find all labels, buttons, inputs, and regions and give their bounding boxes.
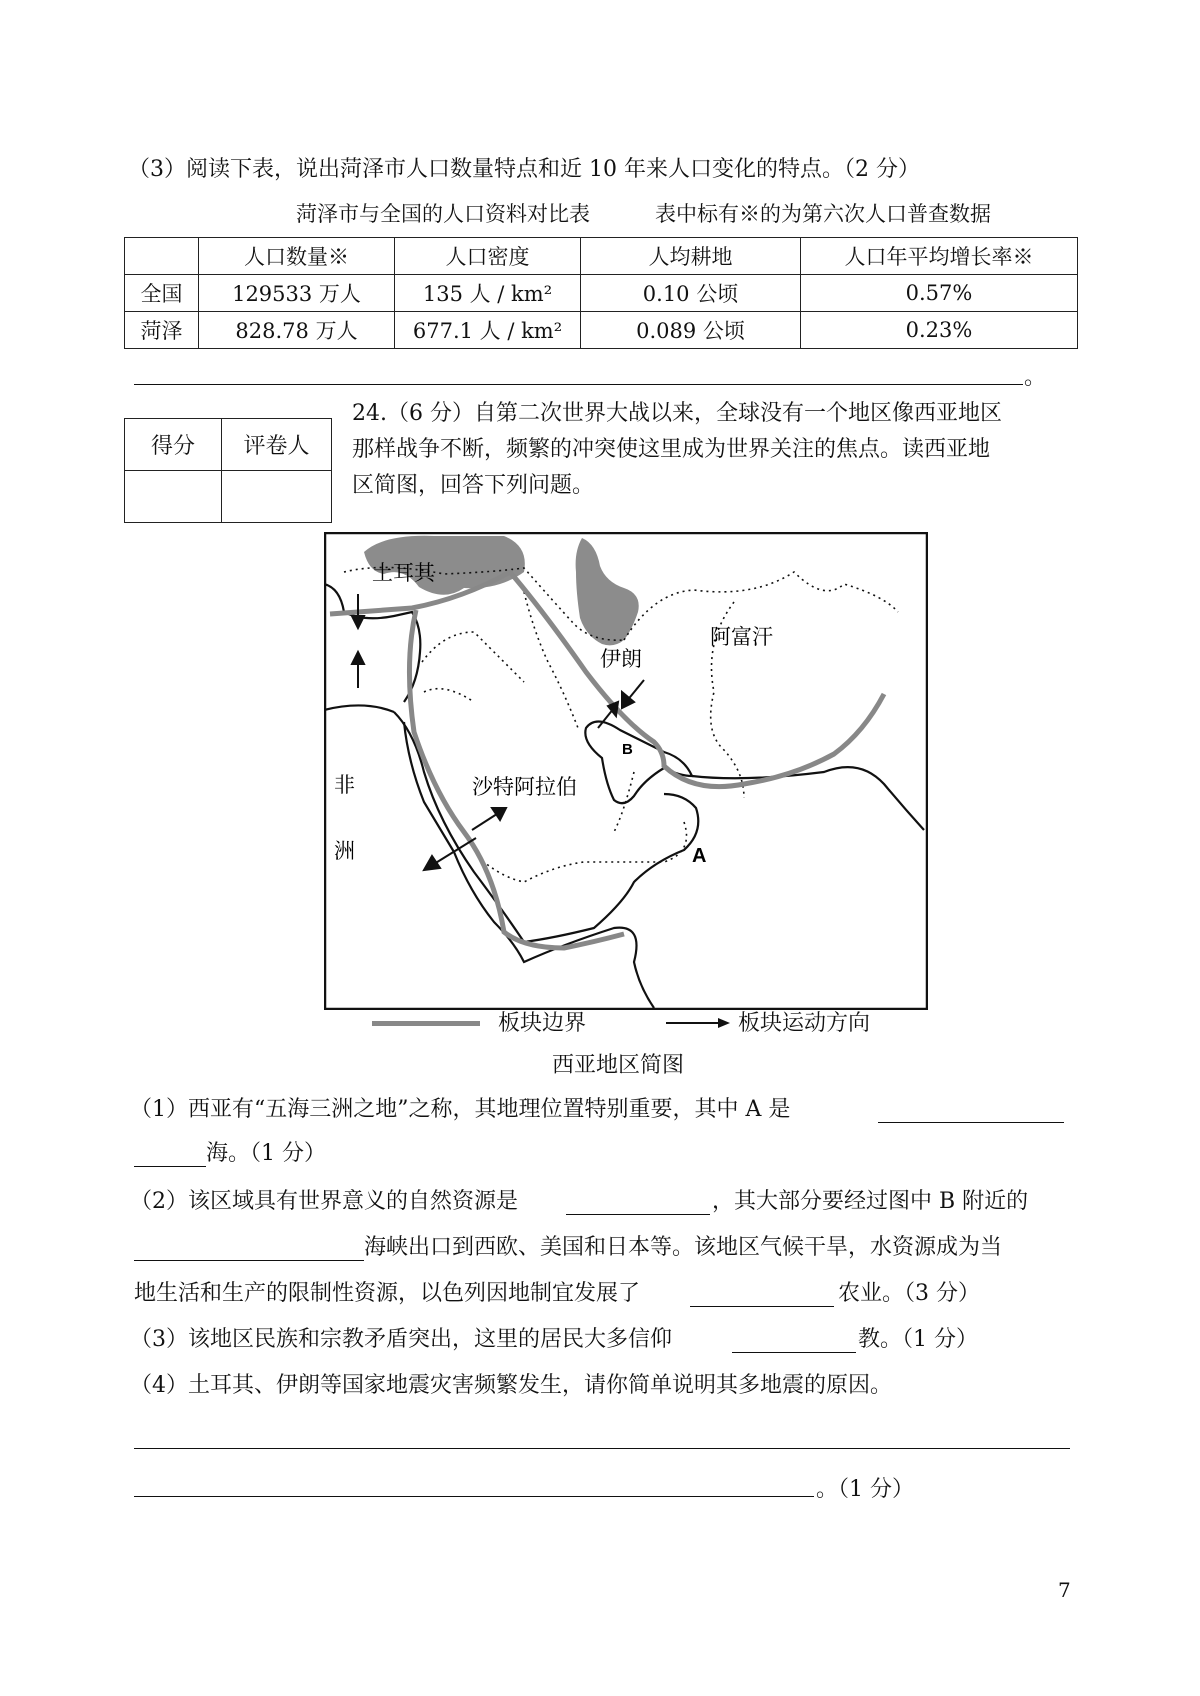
q24-2-part2: ，其大部分要经过图中 B 附近的 (712, 1189, 1029, 1214)
answer-line[interactable] (134, 1448, 1070, 1449)
label-turkey: 土耳其 (372, 561, 435, 585)
q24-2-part4: 地生活和生产的限制性资源，以色列因地制宜发展了 (134, 1281, 641, 1306)
q24-3-part1: （3）该地区民族和宗教矛盾突出，这里的居民大多信仰 (130, 1327, 672, 1352)
population-table (124, 237, 1078, 349)
table-header-row (125, 238, 1078, 275)
answer-blank[interactable] (690, 1306, 834, 1307)
q24-2-part3: 海峡出口到西欧、美国和日本等。该地区气候干旱，水资源成为当 (364, 1235, 1003, 1260)
map-caption: 西亚地区简图 (552, 1053, 685, 1078)
q23-3-prompt: （3）阅读下表，说出菏泽市人口数量特点和近 10 年来人口变化的特点。（2 分） (128, 157, 920, 182)
label-africa-1: 非 (334, 773, 355, 797)
table-note: 表中标有※的为第六次人口普查数据 (655, 202, 991, 226)
answer-blank[interactable] (732, 1352, 856, 1353)
grader-field[interactable] (222, 471, 332, 523)
legend-boundary-label: 板块边界 (498, 1011, 587, 1036)
score-label: 得分 (125, 419, 222, 471)
table-row (125, 312, 1078, 349)
table-cell: 677.1 人 / km² (395, 312, 581, 349)
legend-direction-label: 板块运动方向 (738, 1011, 871, 1036)
table-cell: 828.78 万人 (199, 312, 395, 349)
label-afghanistan: 阿富汗 (710, 625, 773, 649)
table-header-cell (125, 238, 199, 275)
table-header-cell: 人口年平均增长率※ (801, 238, 1078, 275)
answer-blank[interactable] (134, 1260, 364, 1261)
q24-4-text: （4）土耳其、伊朗等国家地震灾害频繁发生，请你简单说明其多地震的原因。 (130, 1373, 892, 1398)
score-box (124, 418, 332, 523)
legend-arrow-icon (666, 1016, 732, 1030)
q24-intro-line: 区简图，回答下列问题。 (352, 473, 595, 498)
label-point-b: B (622, 741, 633, 758)
table-cell: 129533 万人 (199, 275, 395, 312)
q24-4-end: 。（1 分） (816, 1477, 914, 1502)
q24-3-part2: 教。（1 分） (858, 1327, 978, 1352)
table-cell: 0.57% (801, 275, 1078, 312)
q24-2-part5: 农业。（3 分） (838, 1281, 980, 1306)
table-cell: 0.10 公顷 (581, 275, 801, 312)
answer-blank[interactable] (566, 1214, 710, 1215)
score-field[interactable] (125, 471, 222, 523)
q24-intro-line: 那样战争不断，频繁的冲突使这里成为世界关注的焦点。读西亚地 (352, 437, 991, 462)
table-cell: 0.23% (801, 312, 1078, 349)
grader-label: 评卷人 (222, 419, 332, 471)
answer-line[interactable] (134, 1496, 814, 1497)
answer-end: 。 (1024, 365, 1047, 390)
table-title: 菏泽市与全国的人口资料对比表 (296, 202, 590, 226)
table-cell: 0.089 公顷 (581, 312, 801, 349)
answer-blank[interactable] (134, 1166, 206, 1167)
label-saudi-arabia: 沙特阿拉伯 (472, 775, 577, 799)
q24-1-text: （1）西亚有“五海三洲之地”之称，其地理位置特别重要，其中 A 是 (130, 1097, 791, 1122)
q24-intro-line: 24.（6 分）自第二次世界大战以来，全球没有一个地区像西亚地区 (352, 401, 1002, 426)
west-asia-map (324, 532, 928, 1010)
q24-2-part1: （2）该区域具有世界意义的自然资源是 (130, 1189, 518, 1214)
label-africa-2: 洲 (334, 839, 355, 863)
table-row (125, 275, 1078, 312)
table-cell: 菏泽 (125, 312, 199, 349)
table-cell: 135 人 / km² (395, 275, 581, 312)
table-header-cell: 人口数量※ (199, 238, 395, 275)
answer-line[interactable] (134, 384, 1023, 385)
table-cell: 全国 (125, 275, 199, 312)
legend-boundary-line (372, 1021, 480, 1026)
label-point-a: A (692, 845, 707, 867)
page-number: 7 (1058, 1578, 1071, 1602)
answer-blank[interactable] (878, 1122, 1064, 1123)
label-iran: 伊朗 (600, 647, 642, 671)
q24-1-suffix: 海。（1 分） (206, 1141, 326, 1166)
table-header-cell: 人均耕地 (581, 238, 801, 275)
table-header-cell: 人口密度 (395, 238, 581, 275)
